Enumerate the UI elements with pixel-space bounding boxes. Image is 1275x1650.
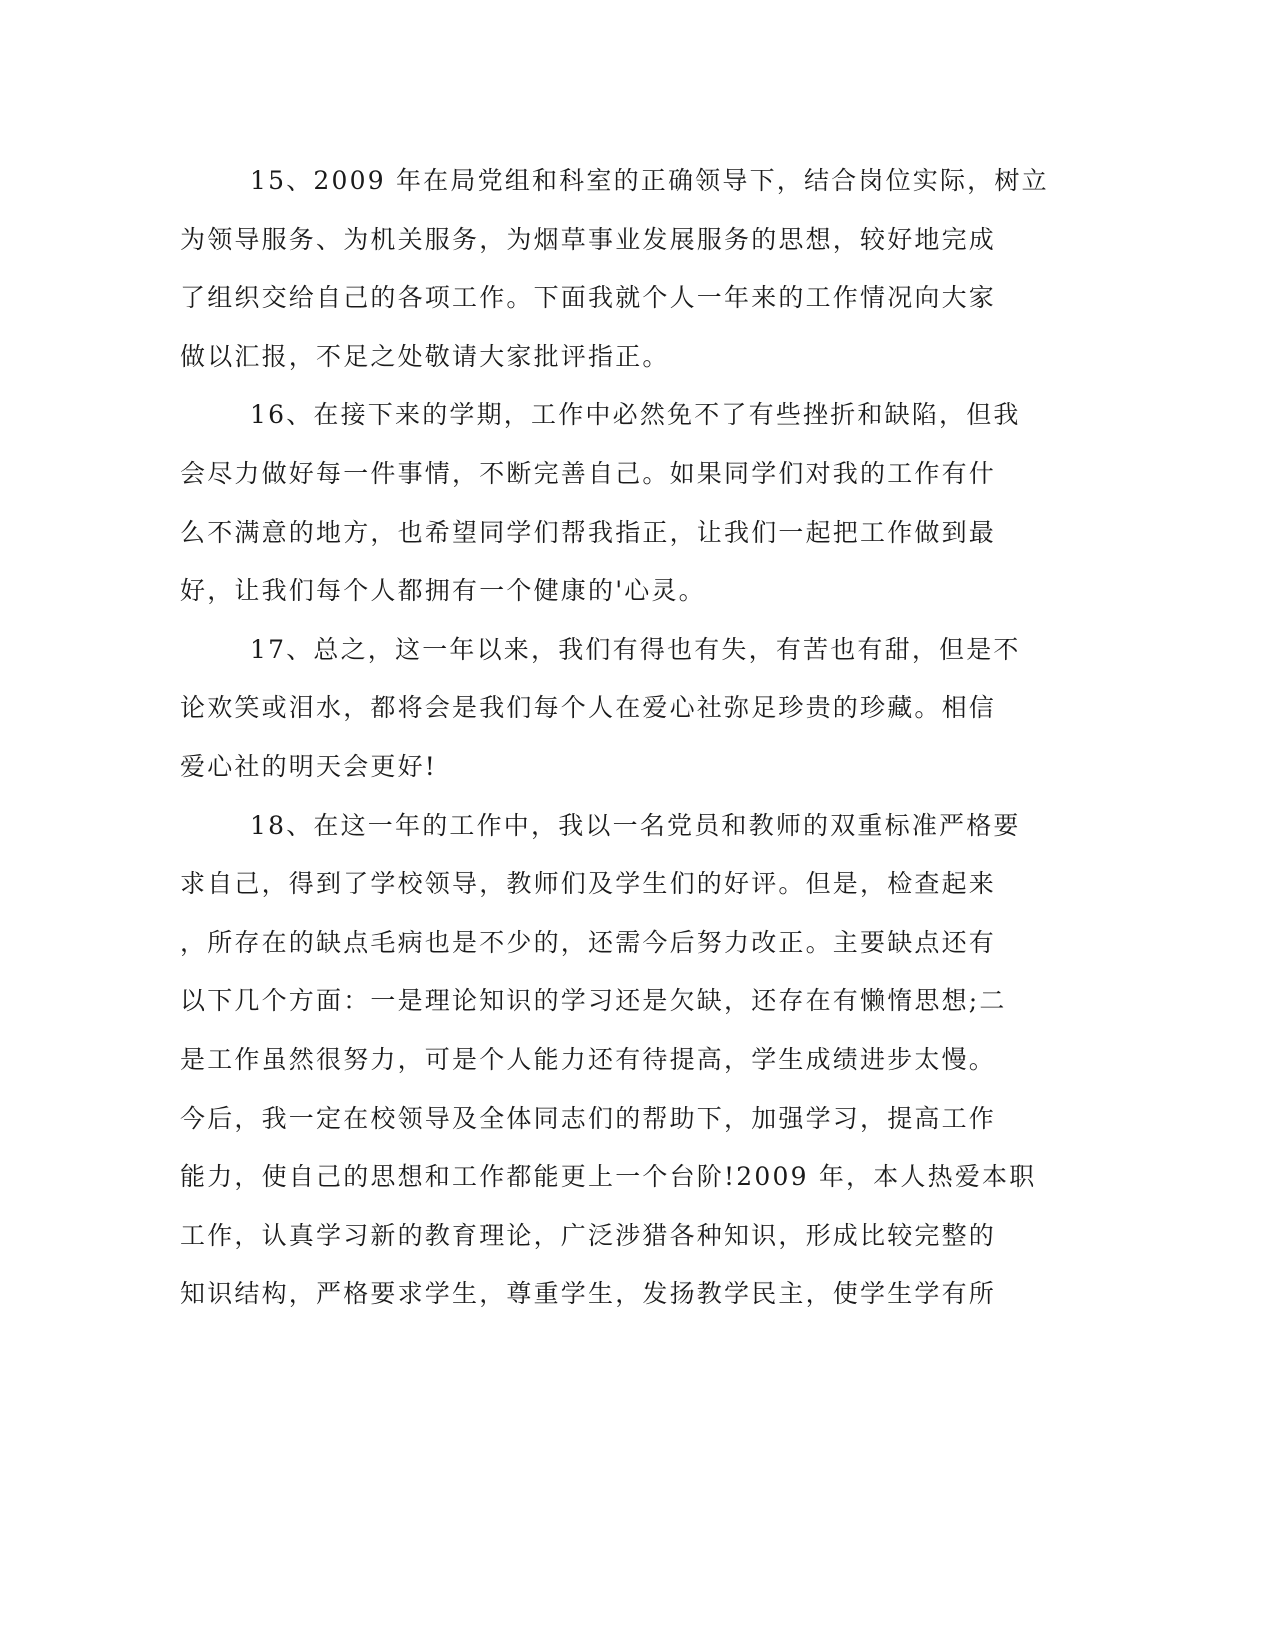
paragraph-line: 16、在接下来的学期，工作中必然免不了有些挫折和缺陷，但我 (250, 400, 1021, 430)
paragraph-line: 工作，认真学习新的教育理论，广泛涉猎各种知识，形成比较完整的 (180, 1220, 997, 1250)
paragraph-18 (180, 797, 1040, 1324)
paragraph-line: 论欢笑或泪水，都将会是我们每个人在爱心社弥足珍贵的珍藏。相信 (180, 693, 997, 723)
paragraph-line: 知识结构，严格要求学生，尊重学生，发扬教学民主，使学生学有所 (180, 1279, 997, 1309)
paragraph-line: 能力，使自己的思想和工作都能更上一个台阶!2009 年，本人热爱本职 (180, 1162, 1037, 1192)
paragraph-line: 求自己，得到了学校领导，教师们及学生们的好评。但是，检查起来 (180, 869, 997, 899)
paragraph-line: 18、在这一年的工作中，我以一名党员和教师的双重标准严格要 (250, 810, 1021, 840)
document-body (180, 152, 1049, 1324)
paragraph-line: 为领导服务、为机关服务，为烟草事业发展服务的思想，较好地完成 (180, 224, 997, 254)
paragraph-line: 今后，我一定在校领导及全体同志们的帮助下，加强学习，提高工作 (180, 1103, 997, 1133)
paragraph-16 (180, 386, 1040, 620)
paragraph-line: 了组织交给自己的各项工作。下面我就个人一年来的工作情况向大家 (180, 283, 997, 313)
paragraph-15 (180, 152, 1049, 386)
paragraph-line: ，所存在的缺点毛病也是不少的，还需今后努力改正。主要缺点还有 (180, 927, 997, 957)
paragraph-line: 会尽力做好每一件事情，不断完善自己。如果同学们对我的工作有什 (180, 458, 997, 488)
paragraph-line: 是工作虽然很努力，可是个人能力还有待提高，学生成绩进步太慢。 (180, 1044, 997, 1074)
paragraph-line: 15、2009 年在局党组和科室的正确领导下，结合岗位实际，树立 (250, 166, 1049, 195)
paragraph-17 (180, 621, 1040, 797)
paragraph-line: 做以汇报，不足之处敬请大家批评指正。 (180, 341, 670, 371)
paragraph-line: 好，让我们每个人都拥有一个健康的'心灵。 (180, 576, 706, 606)
paragraph-line: 以下几个方面：一是理论知识的学习还是欠缺，还存在有懒惰思想;二 (180, 986, 1007, 1016)
paragraph-line: 17、总之，这一年以来，我们有得也有失，有苦也有甜，但是不 (250, 634, 1021, 664)
paragraph-line: 爱心社的明天会更好! (180, 751, 438, 781)
paragraph-line: 么不满意的地方，也希望同学们帮我指正，让我们一起把工作做到最 (180, 517, 997, 547)
